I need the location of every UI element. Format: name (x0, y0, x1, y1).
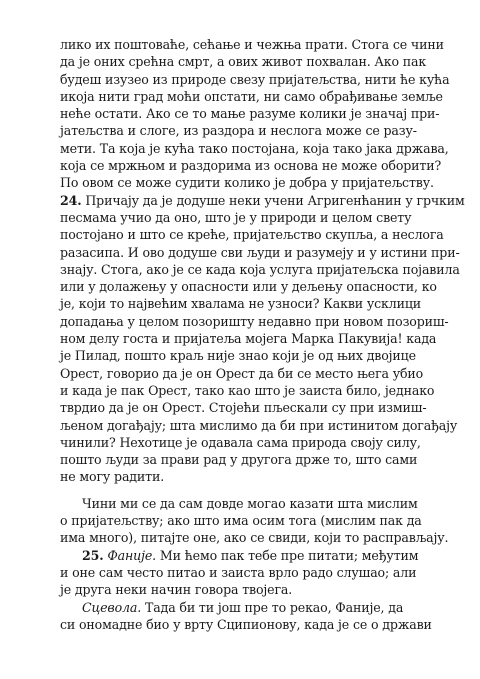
text-line: Чини ми се да сам довде могао казати шта мислим (82, 495, 418, 511)
text-line: неће остати. Ако се то мање разуме колики је значај при- (60, 106, 440, 122)
paragraph-gap (60, 486, 435, 495)
text-line: си ономадне био у врту Сципионову, када је се о држави (60, 616, 432, 632)
text-line: има много), питајте оне, ако се свиди, који то расправљају. (60, 530, 449, 546)
page-text (60, 36, 465, 633)
speaker-name: Сцевола. (82, 599, 142, 615)
text-line: о пријатељству; ако што има осим тога (мислим пак да (60, 513, 422, 529)
scevola-first-line (60, 599, 435, 616)
text-line: тврдио да је он Орест. Стојећи пљескали су при измиш- (60, 400, 427, 416)
text-line: и када је пак Орест, тако као што је заиста било, једнако (60, 382, 435, 398)
text-line: која се мржњом и раздорима из основа не може оборити? (60, 158, 442, 174)
paragraph-24-first-line (60, 192, 465, 209)
text-line: не могу радити. (60, 469, 165, 485)
section-number: 25. (82, 547, 104, 563)
text-line: јатељства и слоге, из раздора и неслога може се разу- (60, 123, 417, 139)
text-line: је друга неки начин говора твојега. (60, 582, 293, 598)
text-line: разасипа. И ово додуше сви људи и разумеју и у истини при- (60, 244, 460, 260)
text-line: или у долажењу у опасности или у дељењу опасности, ко (60, 279, 437, 295)
text-line: Орест, говорио да је он Орест да би се место њега убио (60, 365, 424, 381)
text-run: Причају да је додуше неки учени Агригенћанин у грчким (85, 192, 465, 208)
text-line: постојано и што се креће, пријатељство скупља, а неслога (60, 227, 444, 243)
text-line: пошто људи за прави рад у другога држе то, што сами (60, 452, 418, 468)
paragraph-25-first-line (60, 547, 435, 564)
text-line: љеном догађају; шта мислимо да би при истинитом догађају (60, 417, 458, 433)
text-line: је Пилад, пошто краљ није знао који је од њих двојице (60, 348, 416, 364)
text-run: Тада би ти још пре то рекао, Фаније, да (144, 599, 404, 615)
section-number: 24. (60, 192, 82, 208)
text-line: и оне сам често питао и заиста врло радо слушао; али (60, 564, 417, 580)
text-line: чинили? Нехотице је одавала сама природа своју силу, (60, 434, 421, 450)
text-run: Ми ћемо пак тебе пре питати; међутим (159, 547, 419, 563)
text-line: допадања у целом позоришту недавно при новом позориш- (60, 313, 449, 329)
speaker-name: Фаније. (107, 547, 157, 563)
text-line: мети. Та која је кућа тако постојана, која тако јака држава, (60, 140, 449, 156)
text-line: знају. Стога, ако је се када која услуга пријатељска појавила (60, 261, 460, 277)
text-line: песмама учио да оно, што је у природи и целом свету (60, 209, 412, 225)
text-line: је, који то највећим хвалама не узноси? Какви усклици (60, 296, 422, 312)
text-line: ном делу госта и пријатеља мојега Марка Пакувија! када (60, 331, 437, 347)
text-line: будеш изузео из природе свезу пријатељства, нити ће кућа (60, 71, 450, 87)
text-line: лико их поштоваће, сећање и чежња прати. Стога се чини (60, 37, 444, 52)
text-line: икоја нити град моћи опстати, ни само обрађивање земље (60, 88, 443, 104)
text-line: По овом се може судити колико је добра у пријатељству. (60, 175, 434, 191)
text-line: да је оних срећна смрт, а ових живот похвалан. Ако пак (60, 54, 427, 70)
